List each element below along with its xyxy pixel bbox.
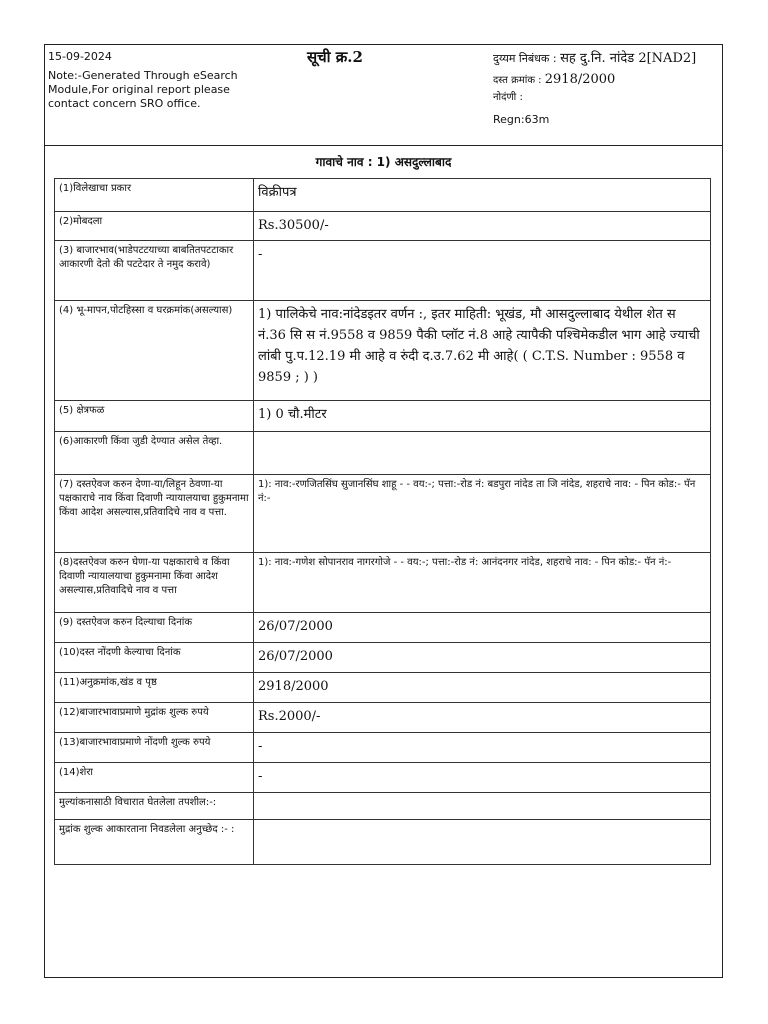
row-value [254,820,711,865]
table-row [55,820,711,865]
details-table [54,178,711,865]
table-row [55,643,711,673]
document-number-label: दस्त क्रमांक : [493,75,545,86]
table-row [55,553,711,613]
row-label: (14)शेरा [55,763,254,793]
table-row [55,179,711,212]
row-label: (8)दस्तऐवज करुन घेणा-या पक्षकाराचे व किंवा दिवाणी न्यायालयाचा हुकुमनामा किंवा आदेश असल्यास,प्रतिवादिचे नाव व पत्ता [55,553,254,613]
row-label: (3) बाजारभाव(भाडेपटटयाच्या बाबतितपटटाकार आकारणी देतो की पटटेदार ते नमुद करावे) [55,241,254,301]
document-number-value: 2918/2000 [544,72,616,87]
table-row [55,432,711,475]
row-label: (4) भू-मापन,पोटहिस्सा व घरक्रमांक(असल्यास) [55,301,254,401]
generated-note: Note:-Generated Through eSearch Module,For original report please contact concern SRO office. [48,69,238,110]
table-row [55,613,711,643]
row-label: (1)विलेखाचा प्रकार [55,179,254,212]
document-header [45,45,722,146]
table-row [55,401,711,432]
sub-registrar-value: सह दु.नि. नांदेड 2[NAD2] [560,51,697,66]
sub-registrar [493,48,723,66]
row-value: 26/07/2000 [254,643,711,673]
row-value: Rs.2000/- [254,703,711,733]
table-row [55,241,711,301]
registration-label: नोदंणी : [493,92,523,103]
registration-number: Regn:63m [493,113,550,126]
table-row [55,212,711,241]
table-row [55,301,711,401]
village-name: गावाचे नाव : 1) असदुल्लाबाद [315,155,452,169]
row-label: (10)दस्त नोंदणी केल्याचा दिनांक [55,643,254,673]
row-value: - [254,733,711,763]
table-row [55,733,711,763]
row-value: - [254,241,711,301]
row-value: 1): नाव:-गणेश सोपानराव नागरगोजे - - वय:-; पत्ता:-रोड नं: आनंदनगर नांदेड, शहराचे नाव: - पिन कोड:- पॅन नं:- [254,553,711,613]
row-value: 1): नाव:-रणजितसिंघ सुजानसिंघ शाहू - - वय:-; पत्ता:-रोड नं: बडपुरा नांदेड ता जि नांदेड, शहराचे नाव: - पिन कोड:- पॅन नं:- [254,475,711,553]
row-value: 2918/2000 [254,673,711,703]
row-label: मुल्यांकनासाठी विचारात घेतलेला तपशील:-: [55,793,254,820]
document-frame [44,44,723,978]
row-value: विक्रीपत्र [254,179,711,212]
row-label: (6)आकारणी किंवा जुडी देण्यात असेल तेव्हा. [55,432,254,475]
row-value: - [254,763,711,793]
row-value: 1) पालिकेचे नाव:नांदेडइतर वर्णन :, इतर माहिती: भूखंड, मौ आसदुल्लाबाद येथील शेत स नं.36 सि स नं.9558 व 9859 पैकी प्लॉट नं.8 आहे त्यापैकी पश्चिमेकडील भाग आहे ज्याची लांबी पु.प.12.19 मी आहे व रुंदी द.उ.7.62 मी आहे( ( C.T.S. Number : 9558 व 9859 ; ) ) [254,301,711,401]
print-date: 15-09-2024 [48,50,112,63]
table-row [55,763,711,793]
row-value: 26/07/2000 [254,613,711,643]
document-title: सूची क्र.2 [307,48,363,66]
row-label: (2)मोबदला [55,212,254,241]
table-row [55,475,711,553]
table-row [55,793,711,820]
row-label: (9) दस्तऐवज करुन दिल्याचा दिनांक [55,613,254,643]
row-value [254,793,711,820]
row-label: (13)बाजारभावाप्रमाणे नोंदणी शुल्क रुपये [55,733,254,763]
row-value: Rs.30500/- [254,212,711,241]
row-label: (5) क्षेत्रफळ [55,401,254,432]
table-row [55,703,711,733]
row-label: (12)बाजारभावाप्रमाणे मुद्रांक शुल्क रुपये [55,703,254,733]
row-label: मुद्रांक शुल्क आकारताना निवडलेला अनुच्छेद :- : [55,820,254,865]
table-row [55,673,711,703]
row-value [254,432,711,475]
sub-registrar-label: दुय्यम निबंधक : [493,52,561,65]
row-label: (11)अनुक्रमांक,खंड व पृष्ठ [55,673,254,703]
row-label: (7) दस्तऐवज करुन देणा-या/लिहून ठेवणा-या पक्षकाराचे नाव किंवा दिवाणी न्यायालयाचा हुकुमनामा किंवा आदेश असल्यास,प्रतिवादिचे नाव व पत्ता. [55,475,254,553]
row-value: 1) 0 चौ.मीटर [254,401,711,432]
registration-info [493,48,723,126]
document-number [493,72,723,87]
